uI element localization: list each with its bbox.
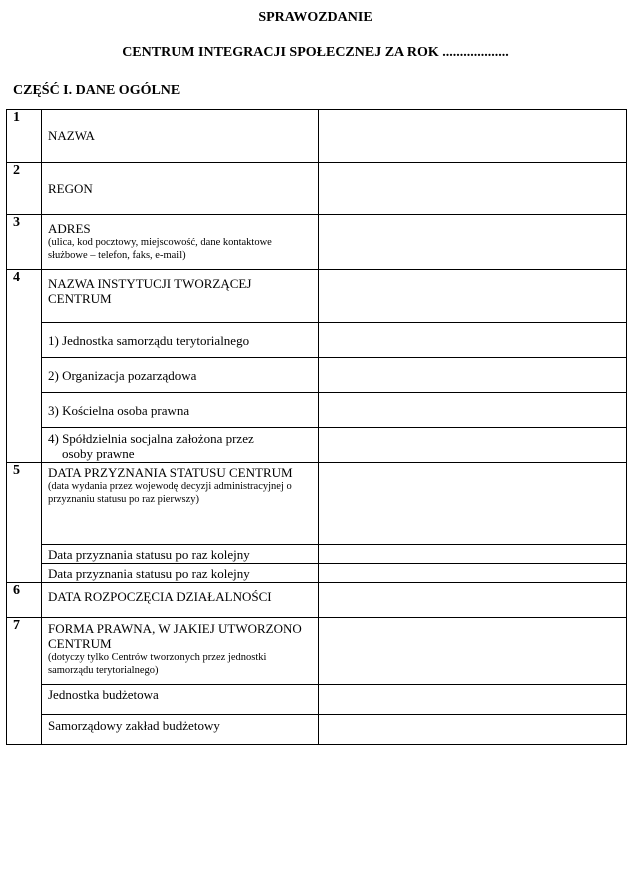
table-row (7, 323, 627, 358)
field-value-status-date-next-1[interactable] (319, 545, 627, 564)
option-social-cooperative-line1: 4) Spółdzielnia socjalna założona przez (48, 431, 254, 446)
row-number: 7 (7, 618, 42, 745)
field-value-institution[interactable] (319, 270, 627, 323)
table-row (7, 463, 627, 545)
status-date-next-1: Data przyznania statusu po raz kolejny (42, 545, 319, 564)
field-value-legal-form[interactable] (319, 618, 627, 685)
field-label-institution: NAZWA INSTYTUCJI TWORZĄCEJ CENTRUM (42, 270, 319, 323)
option-social-cooperative-line2: osoby prawne (62, 446, 135, 461)
row-number: 1 (7, 110, 42, 163)
field-value-regon[interactable] (319, 163, 627, 215)
table-row (7, 428, 627, 463)
report-title: SPRAWOZDANIE (258, 10, 373, 25)
table-row (7, 358, 627, 393)
field-label-nazwa: NAZWA (42, 110, 319, 163)
option-local-government: 1) Jednostka samorządu terytorialnego (42, 323, 319, 358)
field-value-status-date-next-2[interactable] (319, 564, 627, 583)
adres-note: (ulica, kod pocztowy, miejscowość, dane kontaktowe służbowe – telefon, faks, e-mail) (48, 237, 272, 261)
row-number: 5 (7, 463, 42, 583)
status-date-next-2: Data przyznania statusu po raz kolejny (42, 564, 319, 583)
option-church-entity: 3) Kościelna osoba prawna (42, 393, 319, 428)
option-value-ngo[interactable] (319, 358, 627, 393)
general-data-table (6, 109, 627, 745)
report-subtitle: CENTRUM INTEGRACJI SPOŁECZNEJ ZA ROK ................... (122, 45, 509, 60)
table-row (7, 110, 627, 163)
field-value-adres[interactable] (319, 215, 627, 270)
table-row (7, 685, 627, 715)
table-row (7, 715, 627, 745)
adres-label: ADRES (48, 221, 91, 236)
table-row (7, 583, 627, 618)
row-number: 4 (7, 270, 42, 463)
table-row (7, 270, 627, 323)
option-social-cooperative (42, 428, 319, 463)
option-value-local-government[interactable] (319, 323, 627, 358)
option-value-church-entity[interactable] (319, 393, 627, 428)
option-value-budget-unit[interactable] (319, 685, 627, 715)
option-value-budget-establishment[interactable] (319, 715, 627, 745)
table-row (7, 618, 627, 685)
table-row (7, 163, 627, 215)
field-label-adres (42, 215, 319, 270)
table-row (7, 215, 627, 270)
row-number: 6 (7, 583, 42, 618)
table-row (7, 393, 627, 428)
field-label-legal-form (42, 618, 319, 685)
option-ngo: 2) Organizacja pozarządowa (42, 358, 319, 393)
field-label-start-date: DATA ROZPOCZĘCIA DZIAŁALNOŚCI (42, 583, 319, 618)
legal-form-note: (dotyczy tylko Centrów tworzonych przez jednostki samorządu terytorialnego) (48, 652, 267, 676)
row-number: 3 (7, 215, 42, 270)
table-row (7, 564, 627, 583)
section-heading: CZĘŚĆ I. DANE OGÓLNE (13, 83, 181, 98)
status-date-label: DATA PRZYZNANIA STATUSU CENTRUM (48, 465, 293, 480)
field-label-status-date (42, 463, 319, 545)
option-budget-unit: Jednostka budżetowa (42, 685, 319, 715)
field-value-nazwa[interactable] (319, 110, 627, 163)
field-value-status-date[interactable] (319, 463, 627, 545)
status-date-note: (data wydania przez wojewodę decyzji administracyjnej o przyznaniu statusu po raz pierwszy) (48, 481, 292, 505)
option-value-social-cooperative[interactable] (319, 428, 627, 463)
field-value-start-date[interactable] (319, 583, 627, 618)
option-budget-establishment: Samorządowy zakład budżetowy (42, 715, 319, 745)
legal-form-label: FORMA PRAWNA, W JAKIEJ UTWORZONO CENTRUM (48, 621, 302, 651)
field-label-regon: REGON (42, 163, 319, 215)
table-row (7, 545, 627, 564)
row-number: 2 (7, 163, 42, 215)
